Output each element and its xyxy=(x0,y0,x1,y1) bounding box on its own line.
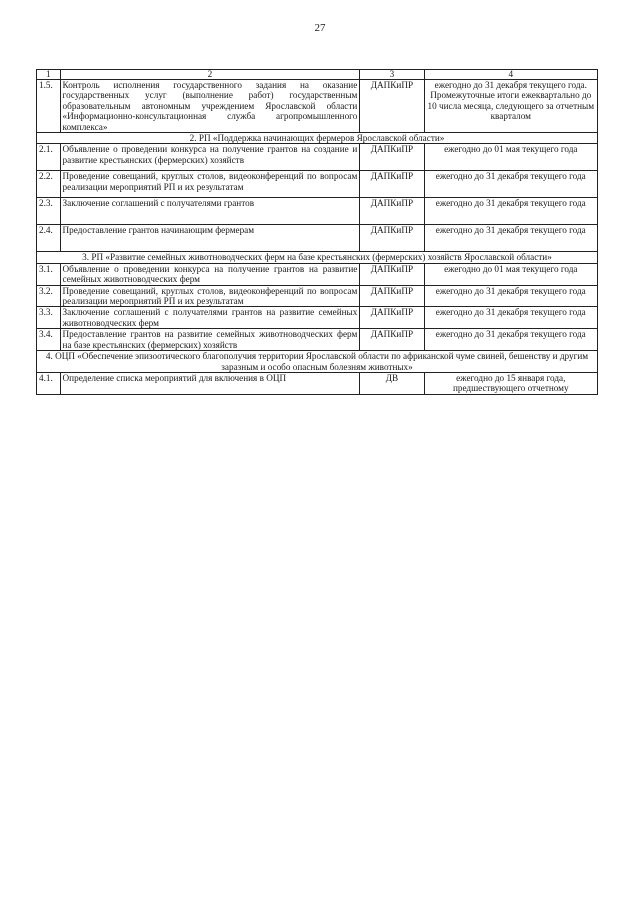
row-executor: ДАПКиПР xyxy=(360,329,424,351)
row-deadline: ежегодно до 31 декабря текущего года xyxy=(424,171,597,198)
row-action: Предоставление грантов начинающим фермерам xyxy=(60,225,360,252)
row-deadline: ежегодно до 01 мая текущего года xyxy=(424,144,597,171)
row-executor: ДАПКиПР xyxy=(360,225,424,252)
header-cell: 2 xyxy=(60,70,360,80)
table-row xyxy=(37,285,598,307)
row-number: 4.1. xyxy=(37,372,61,394)
table-row xyxy=(37,372,598,394)
section-title: 3. РП «Развитие семейных животноводческих ферм на базе крестьянских (фермерских) хозяйств Ярославской области» xyxy=(37,252,598,263)
row-number: 2.2. xyxy=(37,171,61,198)
table-row xyxy=(37,198,598,225)
row-number: 1.5. xyxy=(37,80,61,133)
header-cell: 1 xyxy=(37,70,61,80)
table-row xyxy=(37,171,598,198)
row-number: 3.1. xyxy=(37,263,61,285)
row-executor: ДАПКиПР xyxy=(360,171,424,198)
section-title: 2. РП «Поддержка начинающих фермеров Ярославской области» xyxy=(37,133,598,144)
row-deadline: ежегодно до 01 мая текущего года xyxy=(424,263,597,285)
row-number: 3.2. xyxy=(37,285,61,307)
header-cell: 4 xyxy=(424,70,597,80)
plan-table xyxy=(36,69,598,395)
row-executor: ДВ xyxy=(360,372,424,394)
row-executor: ДАПКиПР xyxy=(360,307,424,329)
row-action: Заключение соглашений с получателями грантов xyxy=(60,198,360,225)
row-action: Определение списка мероприятий для включения в ОЦП xyxy=(60,372,360,394)
row-number: 2.3. xyxy=(37,198,61,225)
table-row xyxy=(37,144,598,171)
row-action: Контроль исполнения государственного задания на оказание государственных услуг (выполнение работ) государственным образовательным автономным учреждением Ярославской области «Информационно-консультационная служба агропромышленного комплекса» xyxy=(60,80,360,133)
row-action: Проведение совещаний, круглых столов, видеоконференций по вопросам реализации мероприятий РП и их результатам xyxy=(60,171,360,198)
row-number: 2.4. xyxy=(37,225,61,252)
row-deadline: ежегодно до 15 января года, предшествующего отчетному xyxy=(424,372,597,394)
row-action: Объявление о проведении конкурса на получение грантов на развитие семейных животноводческих ферм xyxy=(60,263,360,285)
row-deadline: ежегодно до 31 декабря текущего года xyxy=(424,225,597,252)
row-executor: ДАПКиПР xyxy=(360,80,424,133)
table-row xyxy=(37,307,598,329)
table-row xyxy=(37,225,598,252)
row-deadline: ежегодно до 31 декабря текущего года xyxy=(424,329,597,351)
table-header-row xyxy=(37,70,598,80)
row-deadline: ежегодно до 31 декабря текущего года. Промежуточные итоги ежеквартально до 10 числа месяца, следующего за отчетным кварталом xyxy=(424,80,597,133)
row-deadline: ежегодно до 31 декабря текущего года xyxy=(424,307,597,329)
table-row xyxy=(37,80,598,133)
table-row xyxy=(37,329,598,351)
row-action: Объявление о проведении конкурса на получение грантов на создание и развитие крестьянских (фермерских) хозяйств xyxy=(60,144,360,171)
row-executor: ДАПКиПР xyxy=(360,198,424,225)
row-executor: ДАПКиПР xyxy=(360,285,424,307)
row-action: Предоставление грантов на развитие семейных животноводческих ферм на базе крестьянских (фермерских) хозяйств xyxy=(60,329,360,351)
row-number: 3.4. xyxy=(37,329,61,351)
row-executor: ДАПКиПР xyxy=(360,144,424,171)
row-deadline: ежегодно до 31 декабря текущего года xyxy=(424,198,597,225)
section-row xyxy=(37,252,598,263)
table-row xyxy=(37,263,598,285)
row-deadline: ежегодно до 31 декабря текущего года xyxy=(424,285,597,307)
section-title: 4. ОЦП «Обеспечение эпизоотического благополучия территории Ярославской области по африканской чуме свиней, бешенству и другим заразным и особо опасным болезням животных» xyxy=(37,351,598,373)
section-row xyxy=(37,351,598,373)
row-executor: ДАПКиПР xyxy=(360,263,424,285)
section-row xyxy=(37,133,598,144)
row-number: 3.3. xyxy=(37,307,61,329)
row-action: Заключение соглашений с получателями грантов на развитие семейных животноводческих ферм xyxy=(60,307,360,329)
page-number: 27 xyxy=(314,22,326,34)
row-number: 2.1. xyxy=(37,144,61,171)
row-action: Проведение совещаний, круглых столов, видеоконференций по вопросам реализации мероприятий РП и их результатам xyxy=(60,285,360,307)
header-cell: 3 xyxy=(360,70,424,80)
